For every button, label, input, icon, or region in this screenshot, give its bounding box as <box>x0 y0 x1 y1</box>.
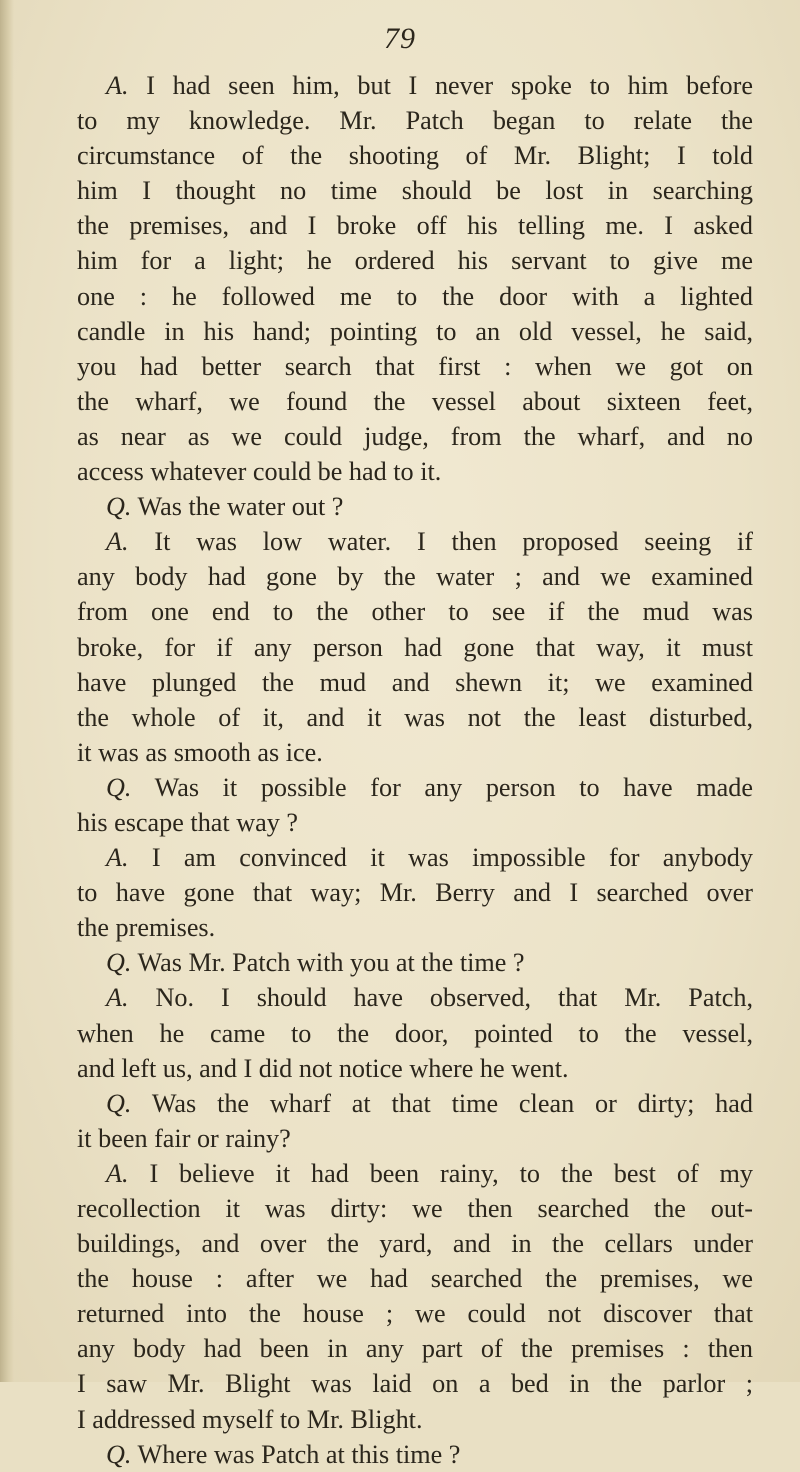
text-line <box>77 524 753 559</box>
text-line <box>77 805 753 840</box>
text-line <box>77 665 753 700</box>
line-text: Was it possible for any person to have made <box>131 772 753 802</box>
line-text: It was low water. I then proposed seeing if <box>128 527 753 557</box>
text-line <box>77 314 753 349</box>
line-text: the house : after we had searched the premises, we <box>77 1264 753 1294</box>
text-line <box>77 630 753 665</box>
line-text: access whatever could be had to it. <box>77 457 442 487</box>
text-line <box>77 1296 753 1331</box>
speaker-label: A. <box>106 983 129 1013</box>
line-text: to have gone that way; Mr. Berry and I searched over <box>77 878 753 908</box>
text-line <box>77 1331 753 1366</box>
speaker-label: A. <box>106 71 129 100</box>
line-text: him I thought no time should be lost in searching <box>77 176 753 206</box>
speaker-label: Q. <box>106 948 132 978</box>
line-text: to my knowledge. Mr. Patch began to relate the <box>77 106 753 136</box>
speaker-label: A. <box>106 1158 129 1188</box>
line-text: Was the water out ? <box>131 492 344 522</box>
speaker-label: Q. <box>106 492 132 522</box>
text-line <box>77 1366 753 1401</box>
text-line <box>77 243 753 278</box>
text-line <box>77 1402 753 1437</box>
line-text: I saw Mr. Blight was laid on a bed in the parlor ; <box>77 1369 753 1399</box>
line-text: as near as we could judge, from the wharf, and no <box>77 421 753 451</box>
page-number: 79 <box>384 22 416 55</box>
text-line <box>77 875 753 910</box>
text-line <box>77 173 753 208</box>
testimony-text <box>77 68 753 1472</box>
line-text: one : he followed me to the door with a lighted <box>77 281 753 311</box>
text-line <box>77 454 753 489</box>
line-text: the premises. <box>77 913 216 943</box>
line-text: I had seen him, but I never spoke to him before <box>128 71 753 100</box>
line-text: when he came to the door, pointed to the vessel, <box>77 1018 753 1048</box>
speaker-label: Q. <box>106 772 132 802</box>
line-text: Was the wharf at that time clean or dirty; had <box>131 1088 753 1118</box>
text-line <box>77 1156 753 1191</box>
speaker-label: A. <box>106 527 129 557</box>
text-line <box>77 208 753 243</box>
line-text: any body had gone by the water ; and we examined <box>77 562 753 592</box>
text-line <box>77 840 753 875</box>
text-line <box>77 700 753 735</box>
text-line <box>77 594 753 629</box>
line-text: the premises, and I broke off his telling me. I asked <box>77 211 753 241</box>
line-text: No. I should have observed, that Mr. Patch, <box>128 983 753 1013</box>
line-text: any body had been in any part of the premises : then <box>77 1334 753 1364</box>
line-text: candle in his hand; pointing to an old vessel, he said, <box>77 316 753 346</box>
text-line <box>77 1016 753 1051</box>
line-text: the whole of it, and it was not the least disturbed, <box>77 702 753 732</box>
text-line <box>77 489 753 524</box>
text-line <box>77 945 753 980</box>
text-line <box>77 559 753 594</box>
text-line <box>77 1226 753 1261</box>
line-text: circumstance of the shooting of Mr. Blight; I told <box>77 141 753 171</box>
text-line <box>77 1086 753 1121</box>
text-line <box>77 138 753 173</box>
line-text: returned into the house ; we could not discover that <box>77 1299 753 1329</box>
text-line <box>77 1121 753 1156</box>
text-line <box>77 384 753 419</box>
text-line <box>77 735 753 770</box>
line-text: I believe it had been rainy, to the best of my <box>128 1158 753 1188</box>
line-text: broke, for if any person had gone that way, it must <box>77 632 753 662</box>
text-line <box>77 68 753 103</box>
line-text: buildings, and over the yard, and in the cellars under <box>77 1229 753 1259</box>
text-line <box>77 980 753 1015</box>
text-line <box>77 1261 753 1296</box>
text-line <box>77 103 753 138</box>
speaker-label: Q. <box>106 1088 132 1118</box>
text-line <box>77 910 753 945</box>
line-text: I am convinced it was impossible for anybody <box>128 843 753 873</box>
line-text: the wharf, we found the vessel about sixteen feet, <box>77 386 753 416</box>
line-text: it was as smooth as ice. <box>77 737 323 767</box>
text-line <box>77 1051 753 1086</box>
text-line <box>77 1437 753 1472</box>
line-text: from one end to the other to see if the mud was <box>77 597 753 627</box>
text-line <box>77 770 753 805</box>
line-text: I addressed myself to Mr. Blight. <box>77 1404 423 1434</box>
text-line <box>77 279 753 314</box>
line-text: Where was Patch at this time ? <box>131 1439 461 1469</box>
text-line <box>77 419 753 454</box>
line-text: and left us, and I did not notice where he went. <box>77 1053 569 1083</box>
line-text: him for a light; he ordered his servant to give me <box>77 246 753 276</box>
line-text: Was Mr. Patch with you at the time ? <box>131 948 525 978</box>
speaker-label: A. <box>106 843 129 873</box>
text-line <box>77 349 753 384</box>
line-text: have plunged the mud and shewn it; we examined <box>77 667 753 697</box>
line-text: his escape that way ? <box>77 807 299 837</box>
speaker-label: Q. <box>106 1439 132 1469</box>
page-gutter-edge <box>0 0 14 1382</box>
text-line <box>77 1191 753 1226</box>
line-text: it been fair or rainy? <box>77 1123 291 1153</box>
line-text: recollection it was dirty: we then searched the out- <box>77 1194 753 1223</box>
line-text: you had better search that first : when we got on <box>77 351 753 381</box>
